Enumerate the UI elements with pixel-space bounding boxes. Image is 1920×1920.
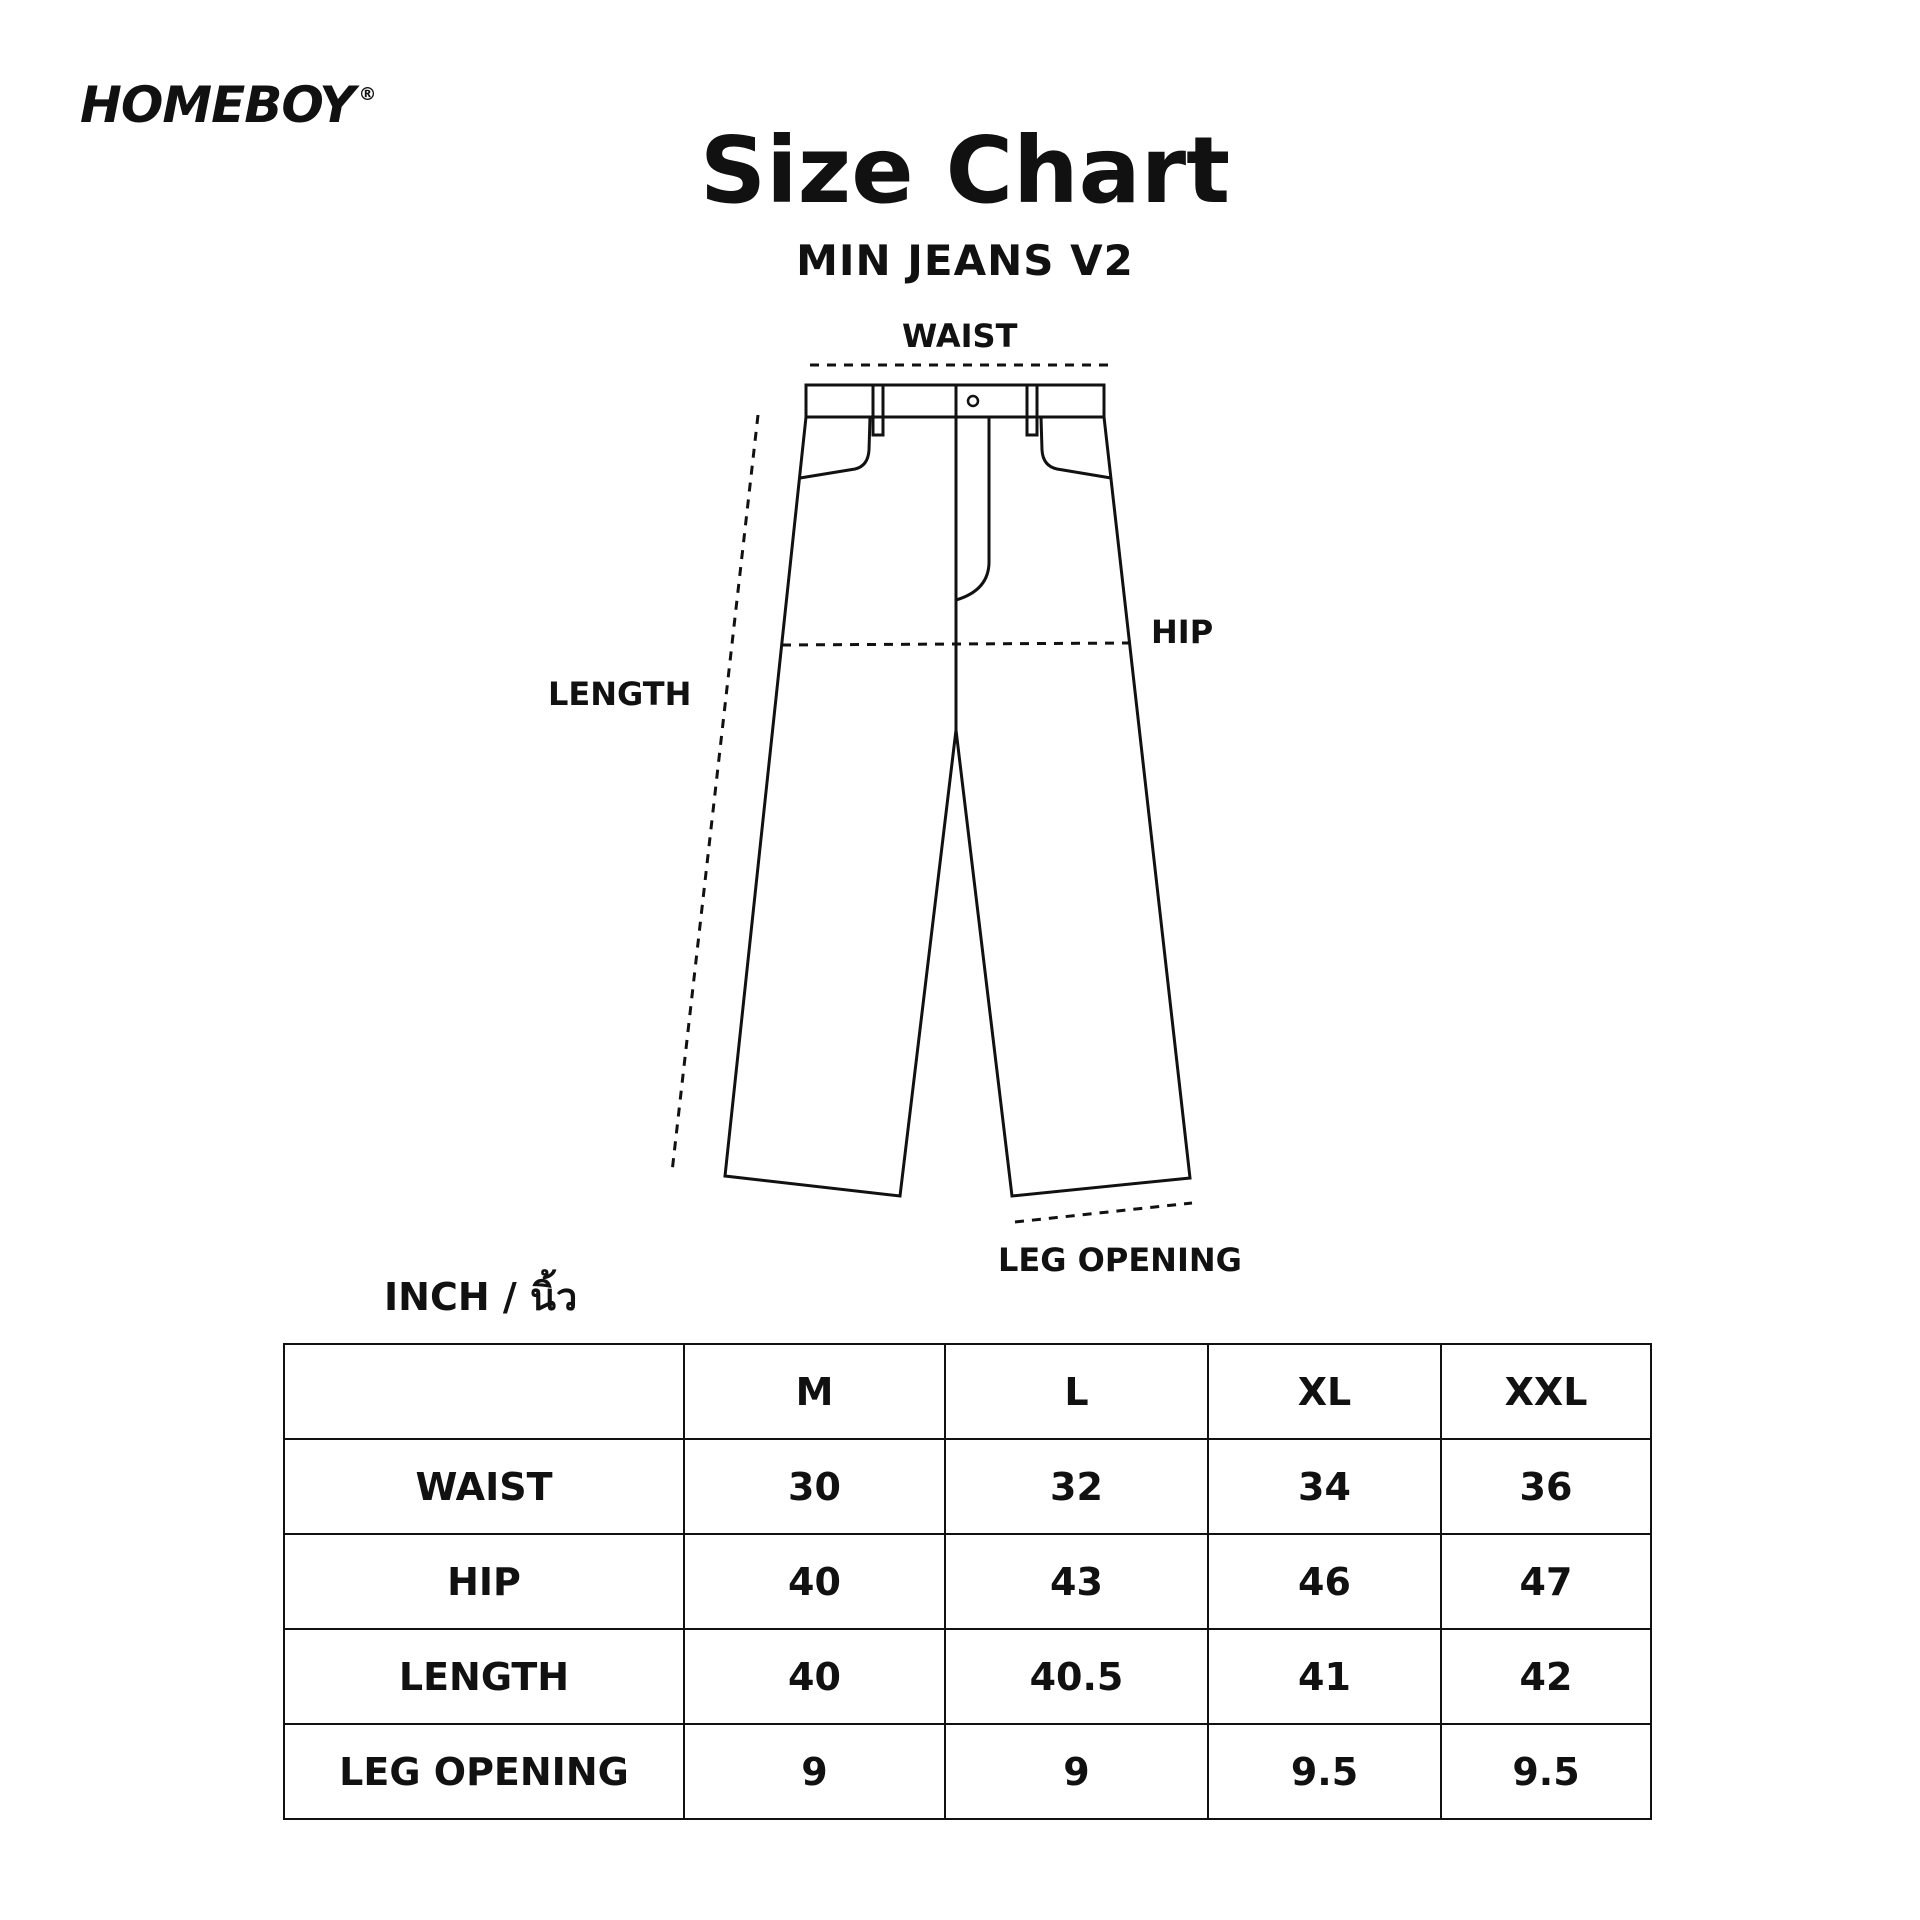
table-cell: 46	[1208, 1534, 1441, 1629]
product-name: MIN JEANS V2	[796, 236, 1134, 285]
table-cell: 34	[1208, 1439, 1441, 1534]
table-header-cell: XXL	[1441, 1344, 1651, 1439]
belt-loop-right	[1027, 385, 1037, 435]
waist-label: WAIST	[902, 317, 1018, 355]
size-table	[283, 1343, 1652, 1820]
table-cell: 32	[945, 1439, 1208, 1534]
table-cell: 42	[1441, 1629, 1651, 1724]
table-cell: 9.5	[1208, 1724, 1441, 1819]
table-cell: 30	[684, 1439, 945, 1534]
table-row	[284, 1439, 1651, 1534]
table-cell: 47	[1441, 1534, 1651, 1629]
pocket-left	[800, 417, 870, 478]
table-row	[284, 1629, 1651, 1724]
table-header-cell: L	[945, 1344, 1208, 1439]
table-cell: 40.5	[945, 1629, 1208, 1724]
table-cell: 36	[1441, 1439, 1651, 1534]
page-title: Size Chart	[699, 117, 1231, 224]
table-cell: 9	[945, 1724, 1208, 1819]
table-header-cell	[284, 1344, 684, 1439]
table-cell: 9	[684, 1724, 945, 1819]
table-header-cell: M	[684, 1344, 945, 1439]
table-cell: 41	[1208, 1629, 1441, 1724]
unit-label: INCH / นิ้ว	[384, 1275, 578, 1319]
table-row	[284, 1724, 1651, 1819]
table-row	[284, 1534, 1651, 1629]
row-label: HIP	[284, 1534, 684, 1629]
belt-loop-left	[873, 385, 883, 435]
fly-stitch	[956, 417, 989, 600]
table-cell: 43	[945, 1534, 1208, 1629]
length-guide-line	[672, 415, 758, 1172]
row-label: WAIST	[284, 1439, 684, 1534]
table-cell: 40	[684, 1629, 945, 1724]
pocket-right	[1041, 417, 1111, 478]
length-label: LENGTH	[548, 675, 692, 713]
table-header-cell: XL	[1208, 1344, 1441, 1439]
leg-opening-label: LEG OPENING	[998, 1241, 1242, 1279]
row-label: LEG OPENING	[284, 1724, 684, 1819]
brand-name: HOMEBOY	[80, 76, 355, 134]
table-cell: 40	[684, 1534, 945, 1629]
hip-label: HIP	[1151, 613, 1214, 651]
leg-opening-guide-line	[1015, 1203, 1192, 1222]
table-cell: 9.5	[1441, 1724, 1651, 1819]
table-header-row	[284, 1344, 1651, 1439]
row-label: LENGTH	[284, 1629, 684, 1724]
registered-mark: ®	[358, 84, 376, 105]
